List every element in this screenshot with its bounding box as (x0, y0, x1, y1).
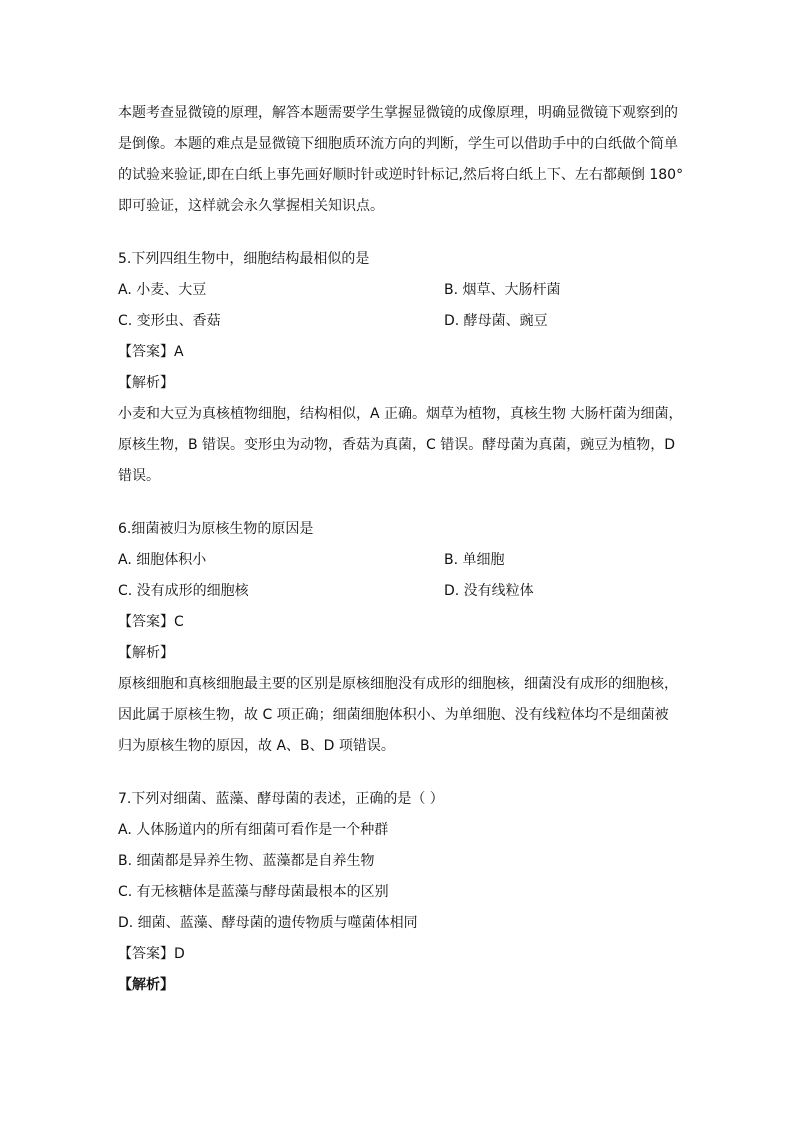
option-b: B. 单细胞 (444, 552, 505, 568)
option-row (118, 306, 678, 337)
analysis-label: 【解析】 (118, 645, 174, 661)
analysis-label: 【解析】 (118, 375, 174, 391)
analysis-line: 小麦和大豆为真核植物细胞，结构相似，A 正确。烟草为植物，真核生物 大肠杆菌为细菌， (118, 406, 683, 422)
option-c: C. 变形虫、香菇 (118, 313, 221, 329)
intro-line: 即可验证，这样就会永久掌握相关知识点。 (118, 198, 384, 214)
option-d: D. 没有线粒体 (444, 583, 534, 599)
question-7 (118, 784, 678, 1001)
answer-label: 【答案】D (118, 946, 185, 962)
question-stem: 7.下列对细菌、蓝藻、酵母菌的表述，正确的是（ ） (118, 791, 444, 807)
analysis-label: 【解析】 (118, 977, 174, 993)
option-a: A. 细胞体积小 (118, 552, 207, 568)
option-a: A. 小麦、大豆 (118, 282, 207, 298)
intro-line: 的试验来验证,即在白纸上事先画好顺时针或逆时针标记,然后将白纸上下、左右都颠倒 180° (118, 167, 684, 183)
answer-label: 【答案】C (118, 614, 184, 630)
intro-line: 是倒像。本题的难点是显微镜下细胞质环流方向的判断，学生可以借助手中的白纸做个简单 (118, 136, 678, 152)
question-stem: 5.下列四组生物中，细胞结构最相似的是 (118, 251, 370, 267)
option-b: B. 烟草、大肠杆菌 (444, 282, 561, 298)
analysis-line: 原核生物，B 错误。变形虫为动物，香菇为真菌，C 错误。酵母菌为真菌，豌豆为植物，D (118, 437, 676, 453)
analysis-line: 原核细胞和真核细胞最主要的区别是原核细胞没有成形的细胞核，细菌没有成形的细胞核， (118, 676, 678, 692)
answer-label: 【答案】A (118, 344, 184, 360)
intro-line: 本题考查显微镜的原理，解答本题需要学生掌握显微镜的成像原理，明确显微镜下观察到的 (118, 105, 678, 121)
option-row (118, 545, 678, 576)
option-d: D. 细菌、蓝藻、酵母菌的遗传物质与噬菌体相同 (118, 915, 418, 931)
intro-explanation (118, 98, 684, 222)
analysis-line: 因此属于原核生物，故 C 项正确；细菌细胞体积小、为单细胞、没有线粒体均不是细菌被 (118, 707, 669, 723)
question-5 (118, 244, 683, 492)
option-a: A. 人体肠道内的所有细菌可看作是一个种群 (118, 822, 389, 838)
option-row (118, 576, 678, 607)
analysis-line: 错误。 (118, 468, 160, 484)
option-row (118, 275, 678, 306)
option-c: C. 没有成形的细胞核 (118, 583, 249, 599)
question-stem: 6.细菌被归为原核生物的原因是 (118, 521, 314, 537)
document-page (118, 98, 684, 1001)
option-b: B. 细菌都是异养生物、蓝藻都是自养生物 (118, 853, 375, 869)
option-c: C. 有无核糖体是蓝藻与酵母菌最根本的区别 (118, 884, 389, 900)
analysis-line: 归为原核生物的原因，故 A、B、D 项错误。 (118, 738, 395, 754)
question-6 (118, 514, 678, 762)
option-d: D. 酵母菌、豌豆 (444, 313, 548, 329)
